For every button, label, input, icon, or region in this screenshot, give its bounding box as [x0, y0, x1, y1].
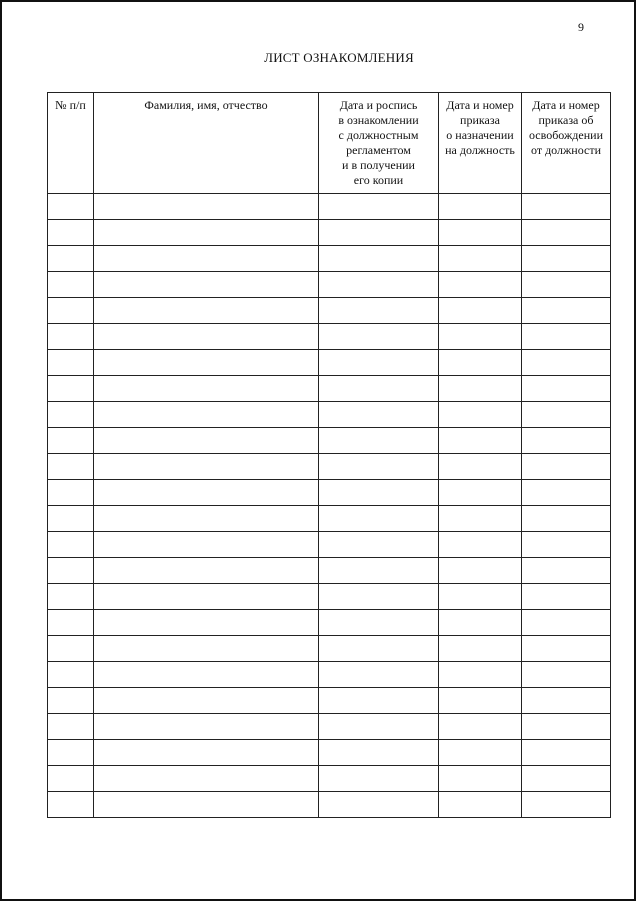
cell-signature-date [319, 324, 439, 350]
cell-dismissal-order [522, 428, 611, 454]
table-body [48, 194, 611, 818]
cell-dismissal-order [522, 350, 611, 376]
cell-full-name [94, 402, 319, 428]
column-header-dismissal-order: Дата и номер приказа об освобождении от должности [522, 93, 611, 194]
cell-signature-date [319, 428, 439, 454]
cell-number [48, 428, 94, 454]
cell-dismissal-order [522, 714, 611, 740]
cell-appointment-order [439, 688, 522, 714]
cell-dismissal-order [522, 766, 611, 792]
cell-dismissal-order [522, 480, 611, 506]
cell-appointment-order [439, 376, 522, 402]
table-row [48, 298, 611, 324]
cell-number [48, 350, 94, 376]
cell-appointment-order [439, 740, 522, 766]
table-row [48, 688, 611, 714]
cell-number [48, 194, 94, 220]
table-row [48, 194, 611, 220]
table-row [48, 636, 611, 662]
cell-signature-date [319, 766, 439, 792]
cell-full-name [94, 350, 319, 376]
cell-signature-date [319, 480, 439, 506]
cell-signature-date [319, 662, 439, 688]
cell-appointment-order [439, 662, 522, 688]
cell-full-name [94, 714, 319, 740]
cell-number [48, 324, 94, 350]
cell-appointment-order [439, 558, 522, 584]
cell-appointment-order [439, 272, 522, 298]
cell-full-name [94, 766, 319, 792]
cell-full-name [94, 220, 319, 246]
cell-appointment-order [439, 428, 522, 454]
cell-signature-date [319, 532, 439, 558]
cell-signature-date [319, 298, 439, 324]
cell-full-name [94, 688, 319, 714]
cell-dismissal-order [522, 558, 611, 584]
cell-number [48, 220, 94, 246]
cell-full-name [94, 428, 319, 454]
cell-dismissal-order [522, 662, 611, 688]
cell-dismissal-order [522, 532, 611, 558]
cell-dismissal-order [522, 636, 611, 662]
page-number: 9 [578, 20, 584, 34]
cell-signature-date [319, 506, 439, 532]
cell-appointment-order [439, 636, 522, 662]
cell-signature-date [319, 636, 439, 662]
column-header-appointment-order: Дата и номер приказа о назначении на должность [439, 93, 522, 194]
cell-signature-date [319, 792, 439, 818]
table-row [48, 480, 611, 506]
cell-signature-date [319, 740, 439, 766]
cell-number [48, 558, 94, 584]
cell-full-name [94, 376, 319, 402]
cell-signature-date [319, 376, 439, 402]
cell-dismissal-order [522, 376, 611, 402]
cell-appointment-order [439, 350, 522, 376]
cell-appointment-order [439, 194, 522, 220]
column-header-number: № п/п [48, 93, 94, 194]
cell-signature-date [319, 558, 439, 584]
cell-dismissal-order [522, 454, 611, 480]
cell-appointment-order [439, 766, 522, 792]
table-row [48, 220, 611, 246]
cell-signature-date [319, 688, 439, 714]
table-row [48, 532, 611, 558]
table-row [48, 714, 611, 740]
table-row [48, 272, 611, 298]
table-row [48, 246, 611, 272]
column-header-signature-date: Дата и роспись в ознакомлении с должностным регламентом и в получении его копии [319, 93, 439, 194]
cell-dismissal-order [522, 194, 611, 220]
cell-number [48, 402, 94, 428]
cell-number [48, 636, 94, 662]
cell-appointment-order [439, 792, 522, 818]
cell-appointment-order [439, 324, 522, 350]
table-row [48, 610, 611, 636]
table-row [48, 376, 611, 402]
cell-full-name [94, 792, 319, 818]
table-row [48, 402, 611, 428]
cell-number [48, 480, 94, 506]
cell-dismissal-order [522, 324, 611, 350]
table-row [48, 766, 611, 792]
cell-signature-date [319, 584, 439, 610]
cell-full-name [94, 740, 319, 766]
cell-full-name [94, 610, 319, 636]
cell-signature-date [319, 454, 439, 480]
cell-dismissal-order [522, 220, 611, 246]
cell-number [48, 662, 94, 688]
cell-number [48, 532, 94, 558]
cell-full-name [94, 636, 319, 662]
cell-full-name [94, 558, 319, 584]
cell-appointment-order [439, 402, 522, 428]
cell-signature-date [319, 272, 439, 298]
cell-number [48, 454, 94, 480]
table-row [48, 506, 611, 532]
cell-appointment-order [439, 506, 522, 532]
table-row [48, 584, 611, 610]
cell-appointment-order [439, 714, 522, 740]
acknowledgement-table [47, 92, 611, 818]
cell-dismissal-order [522, 272, 611, 298]
cell-full-name [94, 454, 319, 480]
table-row [48, 662, 611, 688]
cell-signature-date [319, 610, 439, 636]
cell-dismissal-order [522, 740, 611, 766]
cell-number [48, 610, 94, 636]
cell-signature-date [319, 194, 439, 220]
cell-full-name [94, 298, 319, 324]
cell-number [48, 584, 94, 610]
cell-signature-date [319, 350, 439, 376]
cell-appointment-order [439, 298, 522, 324]
cell-number [48, 766, 94, 792]
cell-full-name [94, 246, 319, 272]
cell-full-name [94, 584, 319, 610]
table-row [48, 454, 611, 480]
cell-full-name [94, 532, 319, 558]
cell-number [48, 506, 94, 532]
cell-dismissal-order [522, 792, 611, 818]
cell-number [48, 792, 94, 818]
cell-dismissal-order [522, 610, 611, 636]
cell-full-name [94, 480, 319, 506]
cell-signature-date [319, 246, 439, 272]
cell-full-name [94, 324, 319, 350]
table-row [48, 324, 611, 350]
cell-number [48, 740, 94, 766]
table-header-row [48, 93, 611, 194]
table-row [48, 558, 611, 584]
cell-appointment-order [439, 454, 522, 480]
cell-appointment-order [439, 220, 522, 246]
cell-number [48, 714, 94, 740]
cell-appointment-order [439, 584, 522, 610]
cell-number [48, 376, 94, 402]
table-row [48, 428, 611, 454]
cell-full-name [94, 272, 319, 298]
page-title: ЛИСТ ОЗНАКОМЛЕНИЯ [264, 50, 414, 65]
table-row [48, 740, 611, 766]
cell-number [48, 688, 94, 714]
cell-number [48, 246, 94, 272]
table-row [48, 792, 611, 818]
cell-full-name [94, 662, 319, 688]
cell-signature-date [319, 714, 439, 740]
cell-appointment-order [439, 246, 522, 272]
cell-appointment-order [439, 532, 522, 558]
table-row [48, 350, 611, 376]
column-header-full-name: Фамилия, имя, отчество [94, 93, 319, 194]
cell-signature-date [319, 402, 439, 428]
cell-dismissal-order [522, 584, 611, 610]
cell-appointment-order [439, 480, 522, 506]
cell-dismissal-order [522, 688, 611, 714]
cell-signature-date [319, 220, 439, 246]
cell-dismissal-order [522, 506, 611, 532]
cell-full-name [94, 194, 319, 220]
cell-full-name [94, 506, 319, 532]
cell-dismissal-order [522, 246, 611, 272]
cell-dismissal-order [522, 402, 611, 428]
cell-appointment-order [439, 610, 522, 636]
cell-dismissal-order [522, 298, 611, 324]
cell-number [48, 298, 94, 324]
cell-number [48, 272, 94, 298]
